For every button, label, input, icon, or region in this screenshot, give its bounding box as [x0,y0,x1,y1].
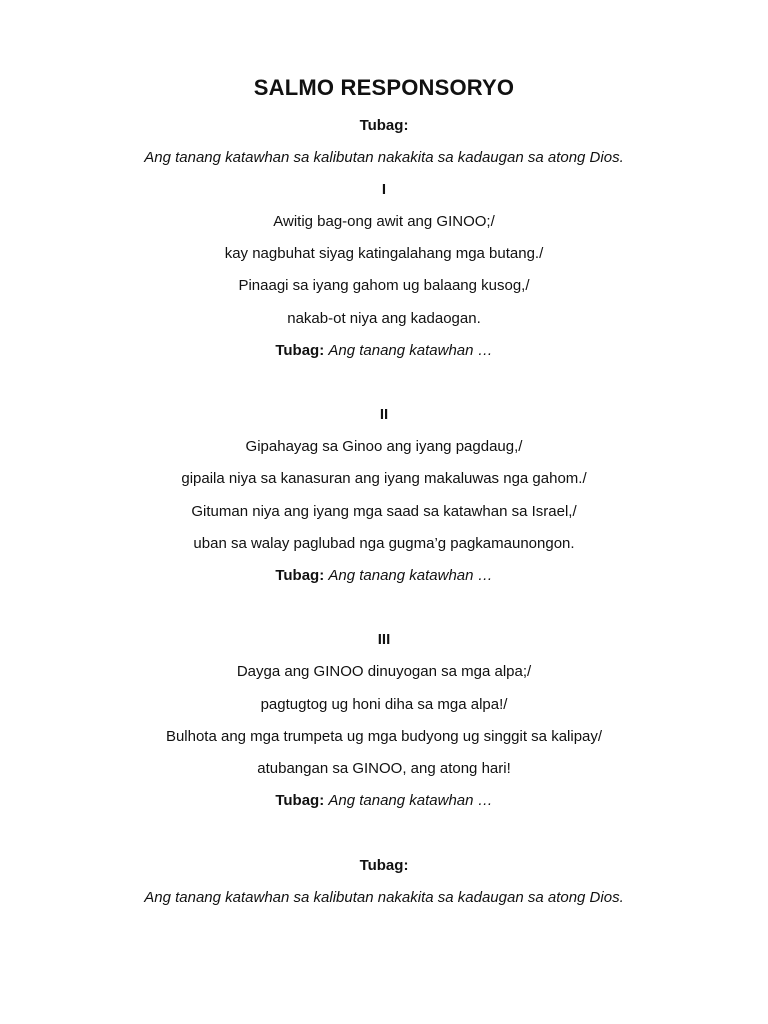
verse-line: Gituman niya ang iyang mga saad sa katawhan sa Israel,/ [191,503,577,520]
verse-line: Bulhota ang mga trumpeta ug mga budyong ug singgit sa kalipay/ [165,728,603,745]
verse-line: Awitig bag-ong awit ang GINOO;/ [273,213,495,230]
closing-response-label: Tubag: [359,857,409,874]
verse-line: Dayga ang GINOO dinuyogan sa mga alpa;/ [236,663,532,680]
verse-line: atubangan sa GINOO, ang atong hari! [257,760,511,777]
verse-line: nakab-ot niya ang kadaogan. [287,310,481,327]
verse-line: Pinaagi sa iyang gahom ug balaang kusog,/ [238,277,530,294]
refrain-label: Tubag: [275,342,325,359]
intro-response-text: Ang tanang katawhan sa kalibutan nakakita sa kadaugan sa atong Dios. [144,149,624,166]
stanza-refrain [0,341,768,361]
refrain-text: Ang tanang katawhan … [328,792,493,809]
stanza-numeral: III [377,631,391,648]
stanza-refrain [0,791,768,811]
verse-line: pagtugtog ug honi diha sa mga alpa!/ [260,696,508,713]
refrain-label: Tubag: [275,567,325,584]
refrain-label: Tubag: [275,792,325,809]
closing-response-text: Ang tanang katawhan sa kalibutan nakakita sa kadaugan sa atong Dios. [144,889,624,906]
verse-line: kay nagbuhat siyag katingalahang mga butang./ [224,245,544,262]
verse-line: Gipahayag sa Ginoo ang iyang pagdaug,/ [245,438,523,455]
refrain-text: Ang tanang katawhan … [328,342,493,359]
page-title: SALMO RESPONSORYO [253,75,515,100]
verse-line: uban sa walay paglubad nga gugma’g pagkamaunongon. [193,535,575,552]
stanza-refrain [0,566,768,586]
intro-response-label: Tubag: [359,117,409,134]
refrain-text: Ang tanang katawhan … [328,567,493,584]
stanza-numeral: I [381,181,387,198]
stanza-numeral: II [379,406,389,423]
verse-line: gipaila niya sa kanasuran ang iyang makaluwas nga gahom./ [181,470,587,487]
